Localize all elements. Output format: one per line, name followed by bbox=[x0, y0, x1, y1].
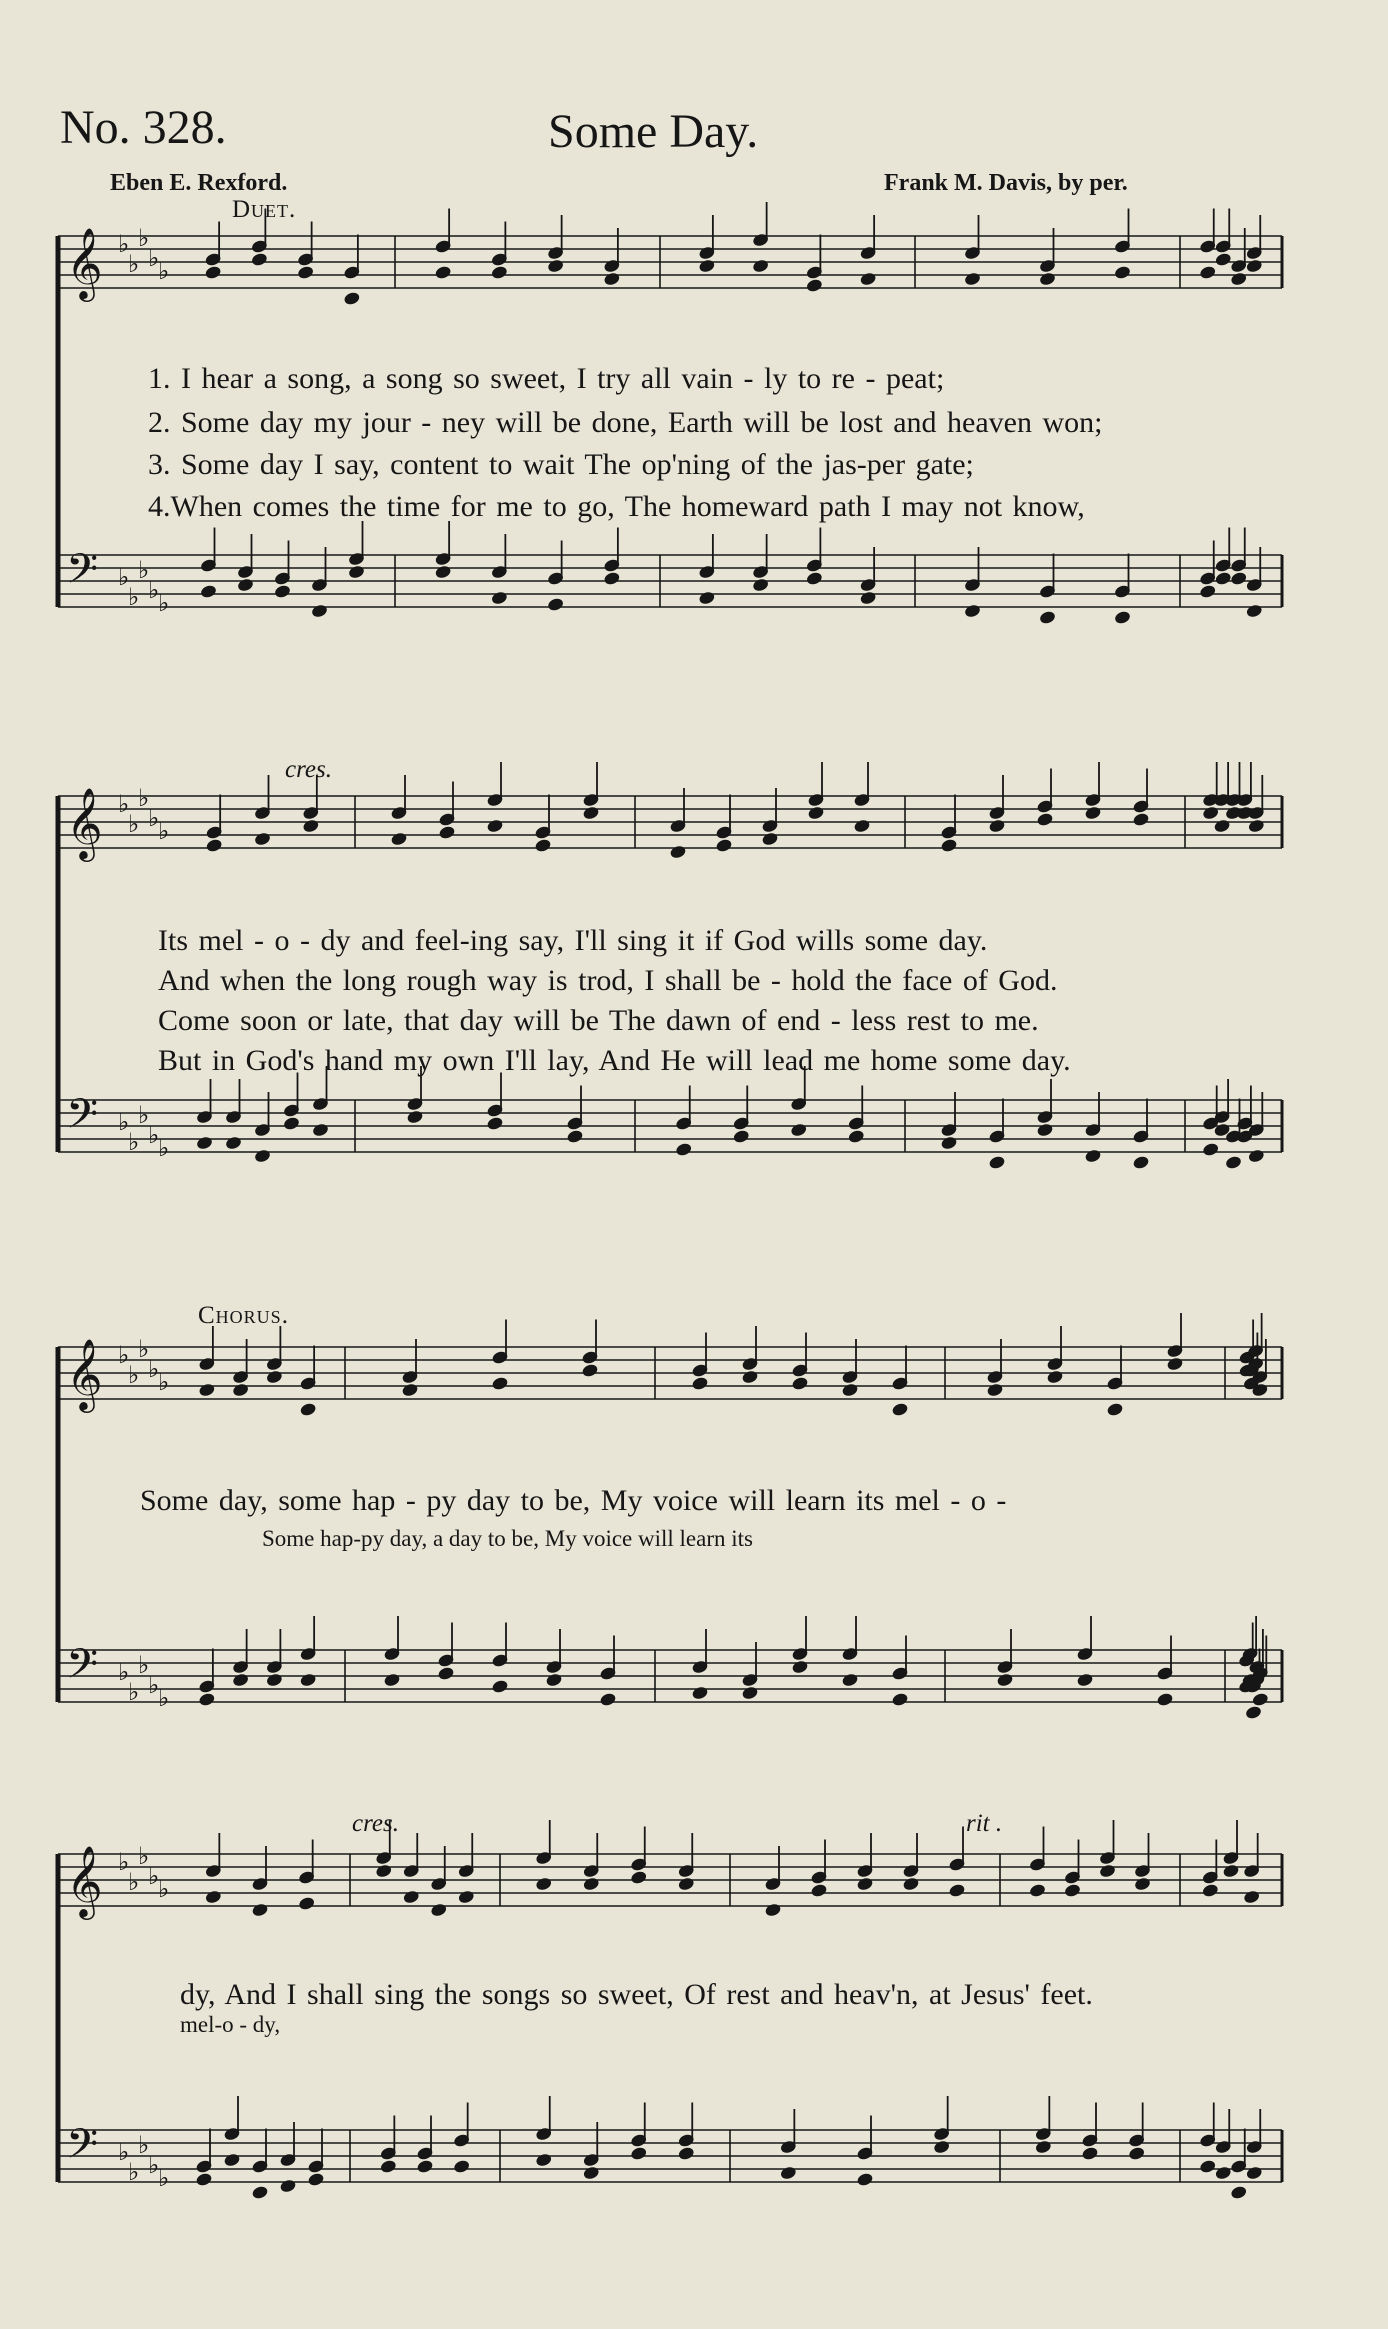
note-head bbox=[780, 2166, 797, 2180]
flat-sign-icon: ♭ bbox=[148, 804, 160, 832]
note-head bbox=[311, 604, 328, 618]
note-head bbox=[583, 2166, 600, 2180]
note-head bbox=[1047, 1370, 1064, 1384]
lyricist-credit: Eben E. Rexford. bbox=[110, 170, 288, 196]
note-head bbox=[438, 1666, 455, 1680]
verse-4-lyric-line: But in God's hand my own I'll lay, And He will lead me home some day. bbox=[158, 1044, 1071, 1077]
note-head bbox=[1215, 252, 1232, 266]
note-head bbox=[1214, 819, 1231, 833]
flat-sign-icon: ♭ bbox=[158, 589, 170, 617]
flat-sign-icon: ♭ bbox=[128, 1128, 140, 1156]
note-head bbox=[254, 832, 271, 846]
note-head bbox=[1230, 2185, 1247, 2199]
note-head bbox=[860, 591, 877, 605]
note-head bbox=[1223, 1864, 1240, 1878]
flat-sign-icon: ♭ bbox=[138, 1335, 150, 1363]
flat-sign-icon: ♭ bbox=[138, 224, 150, 252]
note-head bbox=[1246, 604, 1263, 618]
flat-sign-icon: ♭ bbox=[128, 1361, 140, 1389]
verse-2-lyric-line: 2. Some day my jour - ney will be done, Earth will be lost and heaven won; bbox=[148, 406, 1103, 439]
verse-1-lyric-line: Its mel - o - dy and feel-ing say, I'll sing it if God wills some day. bbox=[158, 924, 988, 957]
note-head bbox=[297, 265, 314, 279]
flat-sign-icon: ♭ bbox=[148, 244, 160, 272]
note-head bbox=[348, 565, 365, 579]
note-head bbox=[252, 1903, 269, 1917]
verse-3-lyric-line: 3. Some day I say, content to wait The op'ning of the jas-per gate; bbox=[148, 448, 974, 481]
note-head bbox=[1114, 265, 1131, 279]
note-head bbox=[765, 1903, 782, 1917]
note-head bbox=[1230, 272, 1247, 286]
flat-sign-icon: ♭ bbox=[148, 576, 160, 604]
note-head bbox=[1082, 2146, 1099, 2160]
note-head bbox=[491, 591, 508, 605]
note-head bbox=[1128, 2146, 1145, 2160]
bass-clef-icon: 𝄢 bbox=[66, 545, 99, 603]
bass-clef-icon: 𝄢 bbox=[66, 1640, 99, 1698]
note-head bbox=[857, 2172, 874, 2186]
crescendo-mark: cres. bbox=[352, 1810, 399, 1837]
flat-sign-icon: ♭ bbox=[148, 2151, 160, 2179]
note-head bbox=[989, 1155, 1006, 1169]
note-head bbox=[675, 1142, 692, 1156]
flat-sign-icon: ♭ bbox=[128, 583, 140, 611]
note-head bbox=[232, 1383, 249, 1397]
composer-credit: Frank M. Davis, by per. bbox=[884, 170, 1128, 196]
note-head bbox=[1167, 1357, 1184, 1371]
flat-sign-icon: ♭ bbox=[118, 790, 130, 818]
note-head bbox=[206, 838, 223, 852]
verse-3-lyric-line: Come soon or late, that day will be The dawn of end - less rest to me. bbox=[158, 1004, 1039, 1037]
flat-sign-icon: ♭ bbox=[158, 1875, 170, 1903]
note-head bbox=[252, 2185, 269, 2199]
note-head bbox=[283, 1116, 300, 1130]
note-head bbox=[892, 1402, 909, 1416]
note-head bbox=[380, 2159, 397, 2173]
flat-sign-icon: ♭ bbox=[138, 2131, 150, 2159]
note-head bbox=[630, 2146, 647, 2160]
note-head bbox=[375, 1864, 392, 1878]
note-head bbox=[232, 1673, 249, 1687]
note-head bbox=[583, 1877, 600, 1891]
note-head bbox=[435, 565, 452, 579]
chorus-echo-lyric-line: mel-o - dy, bbox=[180, 2012, 281, 2037]
flat-sign-icon: ♭ bbox=[118, 1341, 130, 1369]
flat-sign-icon: ♭ bbox=[128, 1678, 140, 1706]
flat-sign-icon: ♭ bbox=[148, 1862, 160, 1890]
note-head bbox=[402, 1383, 419, 1397]
note-head bbox=[848, 1129, 865, 1143]
note-head bbox=[604, 272, 621, 286]
note-head bbox=[300, 1673, 317, 1687]
note-head bbox=[403, 1890, 420, 1904]
flat-sign-icon: ♭ bbox=[128, 810, 140, 838]
note-head bbox=[196, 1136, 213, 1150]
flat-sign-icon: ♭ bbox=[148, 1121, 160, 1149]
note-head bbox=[1243, 1890, 1260, 1904]
note-head bbox=[1039, 610, 1056, 624]
note-head bbox=[1037, 1123, 1054, 1137]
note-head bbox=[762, 832, 779, 846]
chorus-echo-lyric-line: Some hap-py day, a day to be, My voice will learn its bbox=[262, 1526, 753, 1551]
note-head bbox=[1215, 2166, 1232, 2180]
chorus-lyric-line: Some day, some hap - py day to be, My voice will learn its mel - o - bbox=[140, 1484, 1007, 1517]
bass-clef-icon: 𝄢 bbox=[66, 2120, 99, 2178]
note-head bbox=[300, 1402, 317, 1416]
note-head bbox=[274, 584, 291, 598]
note-head bbox=[1246, 2166, 1263, 2180]
note-head bbox=[806, 278, 823, 292]
note-head bbox=[1202, 806, 1219, 820]
ritardando-mark: rit . bbox=[966, 1810, 1003, 1837]
flat-sign-icon: ♭ bbox=[138, 1842, 150, 1870]
note-head bbox=[200, 584, 217, 598]
note-head bbox=[251, 252, 268, 266]
note-head bbox=[1064, 1883, 1081, 1897]
note-head bbox=[842, 1383, 859, 1397]
note-head bbox=[1039, 272, 1056, 286]
note-head bbox=[699, 591, 716, 605]
note-head bbox=[1202, 1883, 1219, 1897]
flat-sign-icon: ♭ bbox=[118, 1658, 130, 1686]
treble-clef-icon: 𝄞 bbox=[66, 1844, 103, 1917]
note-head bbox=[692, 1376, 709, 1390]
note-head bbox=[964, 272, 981, 286]
flat-sign-icon: ♭ bbox=[148, 1355, 160, 1383]
note-head bbox=[582, 1363, 599, 1377]
note-head bbox=[1114, 610, 1131, 624]
note-head bbox=[1037, 812, 1054, 826]
chorus-lyric-line: dy, And I shall sing the songs so sweet, Of rest and heav'n, at Jesus' feet. bbox=[180, 1978, 1093, 2011]
note-head bbox=[1199, 2159, 1216, 2173]
verse-2-lyric-line: And when the long rough way is trod, I shall be - hold the face of God. bbox=[158, 964, 1058, 997]
crescendo-mark: cres. bbox=[285, 756, 332, 783]
note-head bbox=[1248, 819, 1265, 833]
note-head bbox=[430, 1903, 447, 1917]
note-head bbox=[547, 597, 564, 611]
note-head bbox=[903, 1877, 920, 1891]
note-head bbox=[254, 1149, 271, 1163]
flat-sign-icon: ♭ bbox=[158, 1684, 170, 1712]
flat-sign-icon: ♭ bbox=[158, 1134, 170, 1162]
note-head bbox=[435, 265, 452, 279]
flat-sign-icon: ♭ bbox=[128, 1868, 140, 1896]
flat-sign-icon: ♭ bbox=[118, 2138, 130, 2166]
note-head bbox=[742, 1370, 759, 1384]
flat-sign-icon: ♭ bbox=[118, 563, 130, 591]
note-head bbox=[752, 578, 769, 592]
note-head bbox=[949, 1883, 966, 1897]
note-head bbox=[224, 2153, 241, 2167]
note-head bbox=[583, 806, 600, 820]
note-head bbox=[964, 604, 981, 618]
note-head bbox=[458, 1890, 475, 1904]
bass-clef-icon: 𝄢 bbox=[66, 1090, 99, 1148]
chorus-mark: Chorus. bbox=[198, 1302, 289, 1329]
note-head bbox=[546, 1673, 563, 1687]
note-head bbox=[600, 1692, 617, 1706]
note-head bbox=[266, 1370, 283, 1384]
note-head bbox=[1245, 1705, 1262, 1719]
note-head bbox=[407, 1110, 424, 1124]
note-head bbox=[1077, 1673, 1094, 1687]
flat-sign-icon: ♭ bbox=[118, 1108, 130, 1136]
note-head bbox=[1215, 571, 1232, 585]
note-head bbox=[752, 259, 769, 273]
note-head bbox=[237, 578, 254, 592]
note-head bbox=[1107, 1402, 1124, 1416]
note-head bbox=[842, 1673, 859, 1687]
note-head bbox=[808, 806, 825, 820]
note-head bbox=[1134, 1877, 1151, 1891]
note-head bbox=[989, 819, 1006, 833]
note-head bbox=[1248, 1149, 1265, 1163]
note-head bbox=[225, 1136, 242, 1150]
note-head bbox=[567, 1129, 584, 1143]
note-head bbox=[487, 1116, 504, 1130]
note-head bbox=[933, 2140, 950, 2154]
note-head bbox=[492, 1376, 509, 1390]
hymn-title: Some Day. bbox=[548, 105, 759, 158]
note-head bbox=[699, 259, 716, 273]
treble-clef-icon: 𝄞 bbox=[66, 786, 103, 859]
note-head bbox=[1246, 259, 1263, 273]
note-head bbox=[417, 2159, 434, 2173]
flat-sign-icon: ♭ bbox=[158, 817, 170, 845]
note-head bbox=[298, 1896, 315, 1910]
flat-sign-icon: ♭ bbox=[128, 250, 140, 278]
note-head bbox=[491, 265, 508, 279]
note-head bbox=[604, 571, 621, 585]
note-head bbox=[535, 1877, 552, 1891]
note-head bbox=[535, 838, 552, 852]
flat-sign-icon: ♭ bbox=[138, 1101, 150, 1129]
note-head bbox=[1230, 571, 1247, 585]
note-head bbox=[547, 259, 564, 273]
note-head bbox=[205, 265, 222, 279]
note-head bbox=[692, 1686, 709, 1700]
note-head bbox=[790, 1123, 807, 1137]
note-head bbox=[742, 1686, 759, 1700]
note-head bbox=[670, 845, 687, 859]
note-head bbox=[1199, 584, 1216, 598]
note-head bbox=[806, 571, 823, 585]
note-head bbox=[630, 1870, 647, 1884]
note-head bbox=[1202, 1142, 1219, 1156]
verse-4-lyric-line: 4.When comes the time for me to go, The homeward path I may not know, bbox=[148, 490, 1085, 523]
flat-sign-icon: ♭ bbox=[128, 2158, 140, 2186]
note-head bbox=[854, 819, 871, 833]
note-head bbox=[941, 838, 958, 852]
note-head bbox=[678, 2146, 695, 2160]
note-head bbox=[1133, 812, 1150, 826]
note-head bbox=[492, 1679, 509, 1693]
verse-1-lyric-line: 1. I hear a song, a song so sweet, I try all vain - ly to re - peat; bbox=[148, 362, 945, 395]
note-head bbox=[196, 2172, 213, 2186]
note-head bbox=[1225, 1155, 1242, 1169]
note-head bbox=[199, 1692, 216, 1706]
flat-sign-icon: ♭ bbox=[158, 2164, 170, 2192]
treble-clef-icon: 𝄞 bbox=[66, 226, 103, 299]
note-head bbox=[811, 1883, 828, 1897]
note-head bbox=[1099, 1864, 1116, 1878]
note-head bbox=[266, 1673, 283, 1687]
note-head bbox=[487, 819, 504, 833]
note-head bbox=[312, 1123, 329, 1137]
note-head bbox=[439, 825, 456, 839]
note-head bbox=[453, 2159, 470, 2173]
note-head bbox=[1252, 1692, 1269, 1706]
flat-sign-icon: ♭ bbox=[138, 784, 150, 812]
note-head bbox=[678, 1877, 695, 1891]
note-head bbox=[987, 1383, 1004, 1397]
note-head bbox=[1035, 2140, 1052, 2154]
note-head bbox=[1085, 806, 1102, 820]
note-head bbox=[792, 1660, 809, 1674]
flat-sign-icon: ♭ bbox=[158, 257, 170, 285]
note-head bbox=[1029, 1883, 1046, 1897]
note-head bbox=[535, 2153, 552, 2167]
treble-clef-icon: 𝄞 bbox=[66, 1337, 103, 1410]
flat-sign-icon: ♭ bbox=[118, 230, 130, 258]
note-head bbox=[1157, 1692, 1174, 1706]
note-head bbox=[199, 1383, 216, 1397]
note-head bbox=[391, 832, 408, 846]
note-head bbox=[1133, 1155, 1150, 1169]
note-head bbox=[280, 2179, 297, 2193]
hymn-number: No. 328. bbox=[60, 101, 227, 154]
note-head bbox=[792, 1376, 809, 1390]
note-head bbox=[308, 2172, 325, 2186]
note-head bbox=[733, 1129, 750, 1143]
note-head bbox=[716, 838, 733, 852]
note-head bbox=[303, 819, 320, 833]
note-head bbox=[1199, 265, 1216, 279]
flat-sign-icon: ♭ bbox=[158, 1368, 170, 1396]
note-head bbox=[1085, 1149, 1102, 1163]
note-head bbox=[941, 1136, 958, 1150]
note-head bbox=[384, 1673, 401, 1687]
flat-sign-icon: ♭ bbox=[148, 1671, 160, 1699]
note-head bbox=[860, 272, 877, 286]
flat-sign-icon: ♭ bbox=[118, 1848, 130, 1876]
flat-sign-icon: ♭ bbox=[138, 556, 150, 584]
note-head bbox=[857, 1877, 874, 1891]
flat-sign-icon: ♭ bbox=[138, 1651, 150, 1679]
note-head bbox=[997, 1673, 1014, 1687]
note-head bbox=[892, 1692, 909, 1706]
duet-mark: Duet. bbox=[232, 196, 297, 223]
note-head bbox=[344, 291, 361, 305]
note-head bbox=[205, 1890, 222, 1904]
